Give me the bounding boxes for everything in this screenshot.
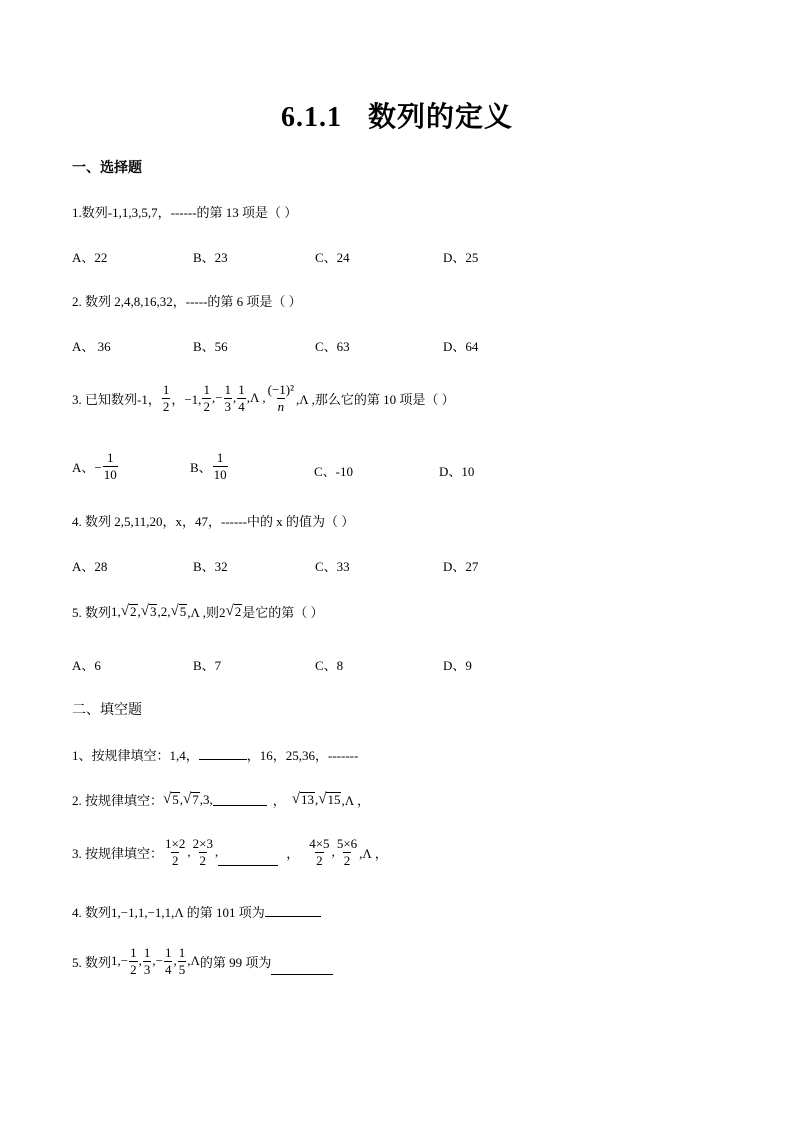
q5-sqrt2b-arg: 2 [234,603,242,619]
q3-f4-den: 4 [238,398,245,414]
answer-blank[interactable] [265,904,321,917]
q3-option-c: C、-10 [314,464,354,479]
f3-fraction-3 [308,836,330,868]
f5-fraction-1 [129,945,138,977]
q3-fraction-general [267,382,295,414]
q2-option-a: A、 36 [72,339,111,354]
q5-comma-2: ,2, [157,603,171,619]
radical-icon: √ [163,790,172,807]
f3-fraction-1 [164,836,186,868]
question-5 [72,602,324,621]
f2-sqrt-15 [318,792,341,807]
q5-suffix: 是它的第（ ） [242,605,324,620]
f2-suffix: ,Λ ， [341,793,371,808]
f1-suffix: ，16，25,36，------- [246,748,359,763]
f4-prefix: 4. 数列 [72,905,112,920]
q5-sqrt3-arg: 3 [149,603,157,619]
f4-suffix: 的第 101 项为 [183,905,265,920]
q3-f3-num: 1 [224,382,232,397]
f5-comma-1: , [138,953,142,969]
q5-sqrt5-arg: 5 [179,603,187,619]
fill-question-5 [72,945,333,977]
f5-fraction-4 [178,945,187,977]
q3-optB-num: 1 [216,450,224,465]
question-3 [72,382,455,414]
f3-fraction-4 [336,836,358,868]
q3-f3-den: 3 [224,398,232,414]
f2-sqrt7-arg: 7 [192,791,199,807]
radical-icon: √ [170,602,179,619]
q3-fraction-1 [162,382,171,414]
f2-sqrt-13 [292,792,315,807]
q1-option-b: B、23 [193,250,228,265]
q3-option-a-fraction [103,450,118,482]
radical-icon: √ [225,602,234,619]
f2-sqrt5-arg: 5 [172,791,179,807]
q5-sqrt-5 [170,604,187,619]
q3-lambda: ,Λ , [246,390,266,406]
q3-fraction-4 [237,382,246,414]
q3-mid: ，−1, [171,391,202,407]
q5-sqrt2-arg: 2 [130,603,137,619]
q4-option-a: A、28 [72,559,108,574]
f5-c-num: 1 [164,945,172,960]
q3-optA-num: 1 [106,450,114,465]
f5-c-den: 4 [164,961,172,977]
f4-sequence: 1,−1,1,−1,1,Λ [111,905,184,920]
f2-mid: ， [272,793,286,808]
f3-c-den: 2 [316,852,323,868]
f3-d-den: 2 [343,852,351,868]
fill-question-1 [72,745,358,764]
f5-a-den: 2 [130,961,137,977]
f2-comma-3: , [314,791,319,807]
f3-comma-3: , [331,844,335,860]
f5-prefix: 5. 数列 [72,954,112,970]
q3-optB-den: 10 [213,466,227,482]
q4-option-d: D、27 [443,559,479,574]
q5-comma-3: ,Λ ,则2 [187,605,226,620]
q3-option-b-label: B、 [190,459,212,475]
q5-option-d: D、9 [443,658,472,673]
q3-dash: ,− [211,390,223,406]
f5-d-den: 5 [178,961,186,977]
q3-f5-den: n [277,398,285,414]
f5-suffix: 的第 99 项为 [199,954,272,970]
q5-option-b: B、7 [193,658,222,673]
q4-option-b: B、32 [193,559,228,574]
f1-prefix: 1、按规律填空：1,4， [72,748,199,763]
f5-comma-3: , [173,953,177,969]
f2-sqrt-7 [183,792,200,807]
f3-b-den: 2 [199,852,207,868]
q3-option-a [72,450,119,482]
q3-f5-num: (−1)² [267,382,295,397]
f5-tail: ,Λ [187,953,200,969]
answer-blank[interactable] [213,793,267,806]
q3-option-b [190,450,229,482]
q5-sqrt-3 [141,604,158,619]
q3-option-a-label: A、− [72,459,102,475]
f5-b-den: 3 [143,961,151,977]
question-4: 4. 数列 2,5,11,20，x，47，------中的 x 的值为（ ） [72,514,355,529]
f2-sqrt13-arg: 13 [300,791,314,807]
q4-option-c: C、33 [315,559,350,574]
q5-comma-1: , [137,603,141,619]
f2-sqrt15-arg: 15 [327,791,341,807]
q3-f2-den: 2 [203,398,210,414]
q3-prefix: 3. 已知数列-1， [72,391,161,407]
f3-d-num: 5×6 [336,836,358,851]
q2-option-c: C、63 [315,339,350,354]
f3-comma-1: , [187,844,191,860]
radical-icon: √ [183,790,192,807]
q3-comma: , [233,390,237,406]
q5-sqrt-2b [226,604,243,619]
f5-b-num: 1 [143,945,151,960]
q3-fraction-3 [224,382,233,414]
f2-prefix: 2. 按规律填空： [72,793,164,808]
f5-d-num: 1 [178,945,186,960]
q1-option-c: C、24 [315,250,350,265]
fill-question-3 [72,836,388,868]
q3-optA-den: 10 [103,466,117,482]
q1-option-d: D、25 [443,250,479,265]
section-heading-choice: 一、选择题 [72,161,142,176]
title-text: 数列的定义 [367,102,513,133]
f5-a-num: 1 [130,945,137,960]
title-number: 6.1.1 [280,102,342,133]
q5-option-a: A、6 [72,658,101,673]
f3-b-num: 2×3 [192,836,213,851]
f3-suffix: ,Λ ， [359,845,388,861]
q3-f1-den: 2 [162,398,170,414]
f2-comma-2: ,3, [199,791,213,807]
radical-icon: √ [120,602,129,619]
fill-question-2 [72,790,370,809]
f3-a-den: 2 [171,852,179,868]
q3-option-b-fraction [213,450,228,482]
radical-icon: √ [318,790,327,807]
q3-suffix: ,Λ ,那么它的第 10 项是（ ） [296,391,455,407]
f5-dash: ,− [152,953,163,969]
q2-option-b: B、56 [193,339,228,354]
q5-sqrt-2 [121,604,138,619]
section-heading-fill: 二、填空题 [72,703,142,718]
f3-prefix: 3. 按规律填空： [72,845,164,861]
radical-icon: √ [291,790,300,807]
f3-fraction-2 [192,836,214,868]
q5-option-c: C、8 [315,658,344,673]
q5-prefix: 5. 数列 [72,605,112,620]
f2-comma-1: , [179,791,183,807]
answer-blank[interactable] [218,853,278,866]
f2-sqrt-5 [163,792,180,807]
fill-question-4 [72,902,321,921]
q3-f1-num: 1 [162,382,170,397]
f5-seq-start: 1,− [111,953,129,969]
q1-option-a: A、22 [72,250,108,265]
question-1: 1.数列-1,1,3,5,7，------的第 13 项是（ ） [72,205,298,220]
f3-c-num: 4×5 [309,836,330,851]
question-2: 2. 数列 2,4,8,16,32，-----的第 6 项是（ ） [72,294,302,309]
f3-comma-2: , [214,844,219,860]
radical-icon: √ [140,602,149,619]
q3-fraction-2 [202,382,211,414]
f5-fraction-3 [164,945,173,977]
q5-seq-start: 1, [111,603,121,619]
f3-a-num: 1×2 [165,836,186,851]
q2-option-d: D、64 [443,339,479,354]
page-title [0,95,794,135]
answer-blank[interactable] [271,962,333,975]
q3-f2-num: 1 [203,382,210,397]
q3-f4-num: 1 [238,382,245,397]
q3-option-d: D、10 [439,464,475,479]
f5-fraction-2 [143,945,152,977]
f3-mid: ， [286,845,300,861]
answer-blank[interactable] [199,747,247,760]
